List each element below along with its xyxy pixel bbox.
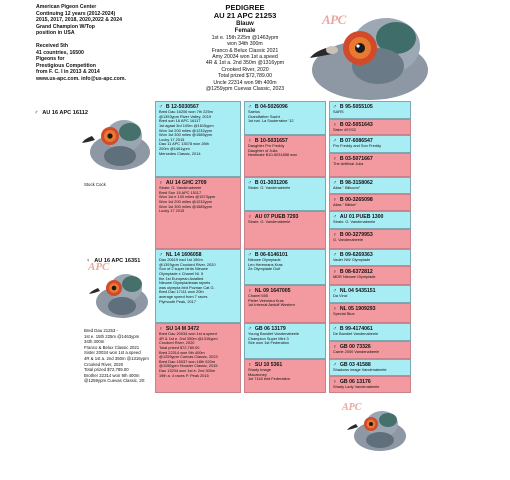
male-symbol-icon: ♂ [333,362,337,368]
bird-description: Strain: G. Vandenabeele [333,219,376,225]
dam-ring-number: AU 16 APC 16351 [94,258,141,264]
ring-number: SU 10 5361 [254,362,283,368]
female-symbol-icon: ♀ [333,306,337,312]
gen4-box[interactable] [329,285,411,303]
gen2-sire-dam-box[interactable] [155,177,241,249]
header-line: Prestigious Competition [36,62,96,69]
header-line: 41 countries, 16500 [36,49,84,56]
bird-description: Shadows image Vandenabeele [333,367,387,373]
female-symbol-icon: ♀ [333,197,337,203]
gen4-box[interactable] [329,229,411,249]
male-symbol-icon: ♂ [159,104,163,110]
bird-description: SARS [333,109,344,115]
gen4-box[interactable] [329,177,411,194]
gen4-box[interactable] [329,303,411,323]
male-symbol-icon: ♂ [333,138,337,144]
bird-description: MDR Nieuwe Olympiade [333,274,376,280]
male-symbol-icon: ♂ [248,252,252,258]
ring-number: B 03-5071667 [339,156,373,162]
header-line: Received 5th [36,42,69,49]
gen3-box[interactable] [244,359,326,393]
ring-number: B 99-4174061 [339,326,373,332]
bird-description: Saelus Grandfather Sacht 1st nat. La Souterraine '12 [248,109,294,124]
gen3-box[interactable] [244,177,326,211]
female-symbol-icon: ♀ [333,269,337,275]
pedigree-line: Franco & Belux Classic 2021 [211,47,279,54]
ring-number: B 00-3279953 [339,232,373,238]
dam-note: Bred Dau 21253 - 1st e. 15th 225m @1463ypm 34th 300m Franco & Belux Classic 2021 Sister 20034 won 1st a.speed 4R & 1st a. 2nd 350m @1316ypm Crooked River, 2020 Total prized $72,789.00 Brother 22314 won 9th 400m @1259ypm Cuevas Classic, 20: [84,328,149,384]
apc-logo: APC [342,402,362,413]
ring-number: AU 01 PUEB 1300 [339,214,384,220]
pigeon-icon [86,256,150,326]
header-line: position in USA [36,30,75,37]
pedigree-line: Total prized $72,789.00 [218,73,272,80]
pedigree-color: Blauw [236,20,254,27]
bird-description: Strain: G. Vandenabeele [248,219,291,225]
ring-number: B 10-5031657 [254,138,288,144]
pedigree-sex: Female [234,27,256,34]
female-symbol-icon: ♀ [333,344,337,350]
female-symbol-icon: ♀ [333,156,337,162]
male-symbol-icon: ♂ [333,252,337,258]
bird-description: G. Vandenabeele [333,237,363,243]
bird-description: Pro Freddy and Son Freddy [333,143,382,149]
ring-number: GB 06 13176 [339,379,371,385]
sire-photo [80,112,150,174]
pedigree-line: Amy 20034 won 1st a.speed [212,54,278,61]
bird-description: Bred Dau 16206 won 7th 225m @1393ypm River Valley, 2019 Bred son 16 APC 16117 1st agaat 3rd 100m @1615ypm Won 1st 200 miles @1232ypm Won 1st 300 miles @1585ypm Lucky 17 2015 Dau 11 APC 13578 won 26th 200m @1461ypm Mercedes Classic, 2014 [159,109,214,156]
ring-number: GB 00 73326 [339,344,371,350]
ring-number: B 08-6372812 [339,269,373,275]
gen4-box[interactable] [329,194,411,211]
gen3-box[interactable] [244,135,326,177]
female-symbol-icon: ♀ [159,180,163,186]
male-symbol-icon: ♂ [159,252,163,258]
ring-number: B 06-6146101 [254,252,288,258]
ring-number: NL 04 5435151 [339,288,376,294]
pedigree-line: 1st e. 15th 225m @1463ypm [211,34,279,41]
sire-ring-number: AU 16 APC 16112 [42,110,89,116]
gen4-box[interactable] [329,376,411,393]
male-symbol-icon: ♂ [333,180,337,186]
apc-logo: APC [322,12,346,27]
female-symbol-icon: ♀ [333,232,337,238]
bird-description: Alias " Blikoom" [333,185,361,191]
pigeon-icon [340,398,410,456]
gen3-box[interactable] [244,323,326,359]
ring-number: NL 14 1606058 [165,252,202,258]
gen2-dam-sire-box[interactable] [155,249,241,323]
pedigree-header [170,4,320,92]
gen4-box[interactable] [329,323,411,341]
bird-description: Shady Lady Vandenabeele [333,384,380,390]
ring-number: B 04-5026096 [254,104,288,110]
gen4-box[interactable] [329,341,411,359]
male-symbol-icon: ♂ [248,326,252,332]
ring-number: SU 14 M 3472 [165,326,200,332]
ring-number: NL 09 1647005 [254,288,291,294]
male-symbol-icon: ♂ [248,180,252,186]
bird-description: Bred Dau 20034 won 1st a.speed 4R & 1st e. 2nd 350m @1316ypm Crooked River, 2020 Total prized $72,789.00 Bred 22314 won 9th 400m @1259ypm Cuevas Classic, 2023 Bred Dau 15037 won 18th 520m @1150ypm Hoosier Classic, 2015 Dau 13204 won 1st e. 2nd 300m 19th a. 4 races P. Peak 2015 [159,331,218,378]
gen4-box[interactable] [329,266,411,285]
pedigree-ring-number: AU 21 APC 21253 [213,11,277,21]
main-pigeon-photo [308,8,438,103]
female-symbol-icon: ♀ [248,362,252,368]
female-symbol-icon: ♀ [248,138,252,144]
ring-number: GB 06 13179 [254,326,286,332]
sire-note: Stock Cock [84,182,106,187]
bird-description: Young Bandiet Vandenabeele Champion Super Mini 3 Sire won 1st Federation [248,331,300,346]
bird-description: Dau 20619 had 1st 150m @1393ypm Crooked River, 2020 Son of 2 super birds Nieuwe Olympiade x Chanel Nl. 5 the 1st European Asiatled Nieuwe Olympiadeaas styrels was olympia bird Poznan Cat G. Bred Dau 17111 won 20th average speed from 7 races Plymouth Peak, 2017 [159,257,216,304]
pedigree-line: Crooked River, 2020 [221,66,269,73]
bird-description: Shady Image Macaloney 1st 7118 bird Federation [248,367,290,382]
bird-description: Strain: G. Vandenabeele Bred Son 15 APC 15117 Won 1st e 100 miles @1573ypm Won 1st 200 miles @1232ypm Won 1st 300 miles @1585ypm Lucky 17 2015 [159,185,216,214]
ring-number: B 01-3031206 [254,180,288,186]
ring-number: B 02-5051643 [339,122,373,128]
bird-description: Chanel 555 Pieter Veenstra Kras 1st Internat Aeduff Western [248,293,296,308]
male-symbol-icon: ♂ [248,104,252,110]
female-symbol-icon: ♀ [333,379,337,385]
ring-number: GB 03 41588 [339,362,371,368]
pedigree-title: PEDIGREE [225,3,265,12]
gen3-box[interactable] [244,249,326,285]
male-symbol-icon: ♂ [333,104,337,110]
gen3-box[interactable] [244,285,326,323]
footer-pigeon-photo [340,398,410,456]
gen4-box[interactable] [329,101,411,119]
apc-logo: APC [88,261,110,273]
ring-number: B 98-3158062 [339,180,373,186]
female-symbol-icon: ♀ [86,258,91,264]
pedigree-line: Uncle 22314 won 9th 400m [213,79,277,86]
ring-number: B 00-3265098 [339,197,373,203]
pedigree-line: won 34th 300m [227,41,263,48]
gen3-box[interactable] [244,101,326,135]
gen2-sire-sire-box[interactable] [155,101,241,177]
pigeon-icon [308,8,438,103]
ring-number: B 12-5030567 [165,104,199,110]
bird-description: Alias " Blikke" [333,202,357,208]
gen4-box[interactable] [329,359,411,376]
male-symbol-icon: ♂ [333,214,337,220]
header-line: Grand Champion W/Top [36,23,95,30]
dam-photo [86,256,150,326]
ring-number: AU 14 GHC 2709 [165,180,207,186]
bird-description: Special Blue [333,311,355,317]
gen4-box[interactable] [329,153,411,177]
bird-description: Strain: G. Vandenabeele [248,185,291,191]
ring-number: B 09-6269363 [339,252,373,258]
ring-number: B 07-6086547 [339,138,373,144]
ring-number: AU 07 PUEB 7293 [254,214,299,220]
male-symbol-icon: ♂ [333,326,337,332]
header-line: American Pigeon Center [36,4,97,10]
header-line: from F. C. I in 2013 & 2014 [36,69,100,76]
pigeon-icon [80,112,150,174]
bird-description: Daughter Pro Freddy Daughter of Julia Nestmate B10-5031658 won [248,143,298,158]
female-symbol-icon: ♀ [248,288,252,294]
header-line: 2015, 2017, 2018, 2020,2022 & 2024 [36,17,122,24]
female-symbol-icon: ♀ [159,326,163,332]
gen4-box[interactable] [329,135,411,153]
female-symbol-icon: ♀ [333,122,337,128]
bird-description: Carrie 2000 Vandenabeele [333,349,380,355]
male-symbol-icon: ♂ [34,110,39,116]
gen4-box[interactable] [329,119,411,135]
gen3-box[interactable] [244,211,326,249]
ring-number: B 95-5055105 [339,104,373,110]
gen4-box[interactable] [329,211,411,229]
bird-description: Sister 497/02 [333,127,356,133]
header-line: Pigeons for [36,56,65,63]
header-line: Continuing 12 years (2012-2024) [36,10,116,17]
ring-number: NL 05 1909293 [339,306,376,312]
bird-description: De Bandiet Vandenabeele [333,331,379,337]
female-symbol-icon: ♀ [248,214,252,220]
pedigree-line: 4R & 1st a. 2nd 350m @1316ypm [205,60,285,67]
bird-description: Da Vinci [333,293,348,299]
header-website[interactable]: www.us-apc.com. info@us-apc.com. [36,75,126,82]
male-symbol-icon: ♂ [333,288,337,294]
bird-description: The Artificial Julia [333,161,364,167]
bird-description: Nieuwe Olympiade Leo Heremans Kras Ze Olympiade Duif [248,257,283,272]
gen4-box[interactable] [329,249,411,266]
gen2-dam-dam-box[interactable] [155,323,241,393]
bird-description: Vader NW Olympiade [333,257,371,263]
pedigree-line: @1259ypm Cuevas Classic, 2023 [205,86,285,93]
